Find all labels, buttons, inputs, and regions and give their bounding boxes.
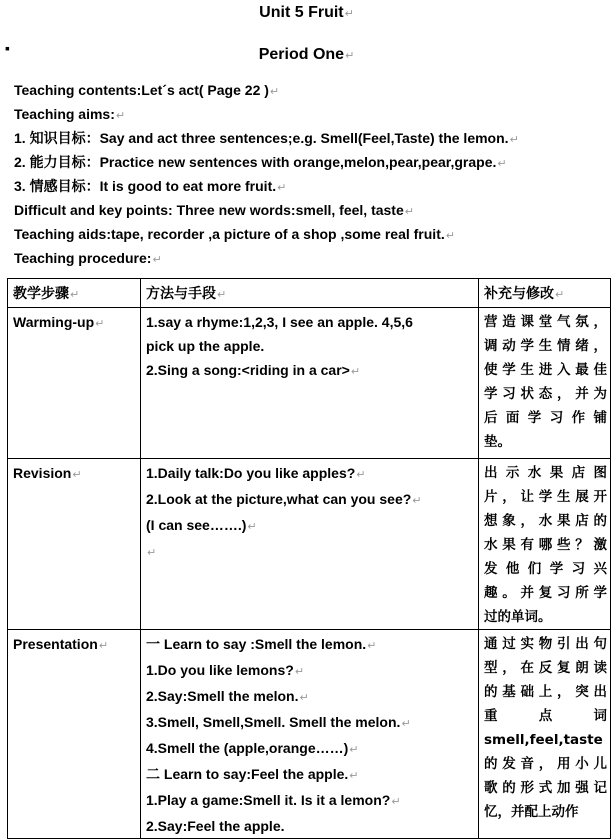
table-row xyxy=(8,630,611,839)
method-line: (I can see…….)↵ xyxy=(146,517,257,533)
method-line: 3.Smell, Smell,Smell. Smell the melon.↵ xyxy=(146,714,411,730)
header-notes: 补充与修改↵ xyxy=(479,279,611,308)
key-points: Difficult and key points: Three new words:smell, feel, taste↵ xyxy=(14,202,414,218)
teaching-aids: Teaching aids:tape, recorder ,a picture of a shop ,some real fruit.↵ xyxy=(14,226,455,242)
step-cell: Presentation↵ xyxy=(8,630,141,839)
aim-knowledge: 1. 知识目标：Say and act three sentences;e.g. Smell(Feel,Taste) the lemon.↵ xyxy=(14,130,519,146)
method-line: 一 Learn to say :Smell the lemon.↵ xyxy=(146,636,377,652)
method-line: ↵ xyxy=(147,547,157,559)
notes-cell: 出示水果店图 片，让学生展开 想象，水果店的 水果有哪些？激 发他们学习兴 趣。并复习所学 过的单词。 xyxy=(479,459,611,630)
bullet-marker: ▪ xyxy=(5,40,10,56)
paragraph-mark: ↵ xyxy=(344,8,354,20)
methods-cell xyxy=(141,459,479,630)
table-header-row xyxy=(8,279,611,308)
procedure-table xyxy=(7,278,611,839)
lesson-info xyxy=(14,80,609,272)
notes-cell: 营造课堂气氛， 调动学生情绪， 使学生进入最佳 学习状态，并为 后面学习作铺 垫。 xyxy=(479,308,611,459)
aim-emotion: 3. 情感目标：It is good to eat more fruit.↵ xyxy=(14,178,287,194)
paragraph-mark: ↵ xyxy=(345,50,355,62)
teaching-procedure: Teaching procedure:↵ xyxy=(14,250,162,266)
table-row xyxy=(8,308,611,459)
table-row xyxy=(8,459,611,630)
method-line: 2.Sing a song:<riding in a car>↵ xyxy=(146,362,361,378)
period-title xyxy=(0,46,613,64)
method-line: pick up the apple. xyxy=(146,338,265,354)
header-methods: 方法与手段↵ xyxy=(141,279,479,308)
methods-cell xyxy=(141,308,479,459)
method-line: 1.Do you like lemons?↵ xyxy=(146,662,305,678)
method-line: 二 Learn to say:Feel the apple.↵ xyxy=(146,766,359,782)
teaching-aims: Teaching aims:↵ xyxy=(14,106,126,122)
method-line: 1.Play a game:Smell it. Is it a lemon?↵ xyxy=(146,792,401,808)
unit-title-text: Unit 5 Fruit xyxy=(259,4,344,21)
method-line: 2.Say:Feel the apple. xyxy=(146,818,285,834)
step-cell: Revision↵ xyxy=(8,459,141,630)
notes-cell: 通过实物引出句 型，在反复朗读 的基础上，突出 重 点 词 smell,feel,taste 的发音，用小儿 歌的形式加强记 忆，并配上动作 xyxy=(479,630,611,839)
teaching-contents: Teaching contents:Let´s act( Page 22 )↵ xyxy=(14,82,280,98)
method-line: 4.Smell the (apple,orange……)↵ xyxy=(146,740,359,756)
period-title-text: Period One xyxy=(258,46,345,63)
method-line: 1.say a rhyme:1,2,3, I see an apple. 4,5,6 xyxy=(146,314,413,330)
aim-ability: 2. 能力目标：Practice new sentences with orange,melon,pear,pear,grape.↵ xyxy=(14,154,507,170)
methods-cell xyxy=(141,630,479,839)
unit-title xyxy=(0,4,613,22)
method-line: 2.Say:Smell the melon.↵ xyxy=(146,688,309,704)
method-line: 2.Look at the picture,what can you see?↵ xyxy=(146,491,422,507)
step-cell: Warming-up↵ xyxy=(8,308,141,459)
header-step: 教学步骤↵ xyxy=(8,279,141,308)
method-line: 1.Daily talk:Do you like apples?↵ xyxy=(146,465,366,481)
